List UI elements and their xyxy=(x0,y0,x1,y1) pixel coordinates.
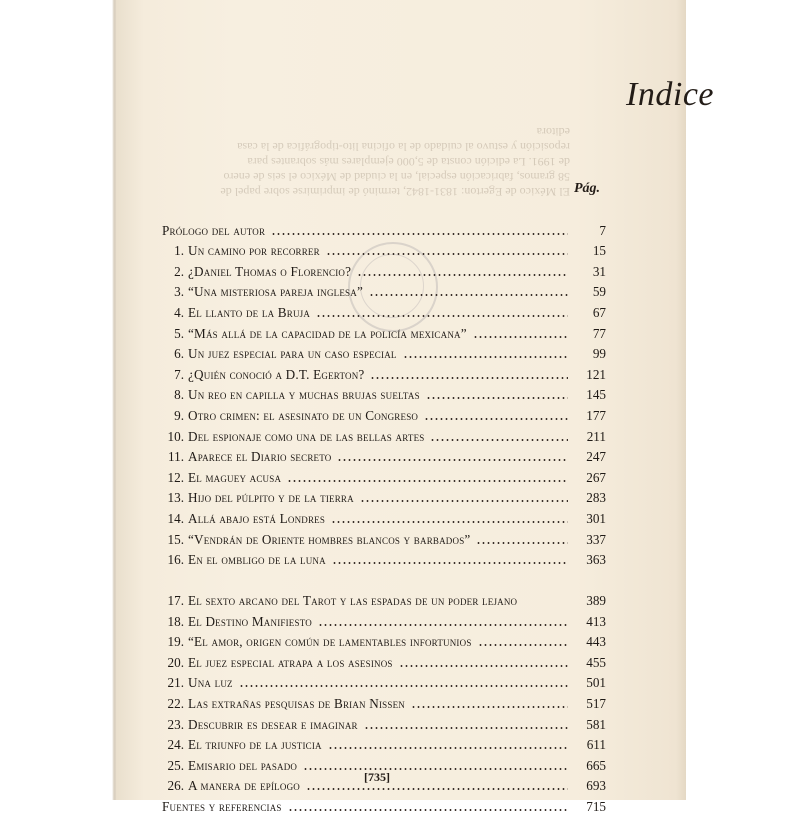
toc-entry-page: 301 xyxy=(586,510,606,526)
toc-entry-title: Aparece el Diario secreto xyxy=(188,449,332,465)
toc-entry-number: 17. xyxy=(167,593,184,609)
dot-leader xyxy=(360,500,568,502)
toc-entry-number: 15. xyxy=(167,531,184,547)
toc-entry-page: 267 xyxy=(586,469,606,485)
dot-leader xyxy=(369,294,568,296)
dot-leader xyxy=(326,253,568,255)
dot-leader xyxy=(430,439,568,441)
toc-entry xyxy=(162,671,606,692)
toc-entry xyxy=(162,548,606,569)
toc-entry-page: 67 xyxy=(592,304,606,320)
toc-entry-page: 413 xyxy=(586,613,606,629)
toc-entry-page: 455 xyxy=(586,654,606,670)
book-spine-shadow xyxy=(0,0,118,800)
toc-entry-page: 501 xyxy=(586,675,606,691)
toc-entry-title: El triunfo de la justicia xyxy=(188,737,322,753)
toc-entry xyxy=(162,712,606,733)
toc-entry xyxy=(162,280,606,301)
toc-entry-number: 18. xyxy=(167,613,184,629)
toc-entry-page: 177 xyxy=(586,407,606,423)
toc-entry xyxy=(162,259,606,280)
toc-entry xyxy=(162,486,606,507)
dot-leader xyxy=(287,480,568,482)
dot-leader xyxy=(426,397,568,399)
toc-entry-number: 16. xyxy=(167,552,184,568)
index-title: Indice xyxy=(626,76,714,113)
toc-entry-number: 7. xyxy=(174,366,184,382)
toc-entry-number: 8. xyxy=(174,387,184,403)
toc-entry-page: 443 xyxy=(586,634,606,650)
toc-entry-number: 26. xyxy=(167,778,184,794)
toc-entry-title: ¿Daniel Thomas o Florencio? xyxy=(188,263,352,279)
toc-entry-title: A manera de epílogo xyxy=(188,778,300,794)
dot-leader xyxy=(399,665,568,667)
toc-entry-page: 59 xyxy=(592,284,606,300)
toc-entry-title: Allá abajo está Londres xyxy=(188,510,326,526)
toc-entry-page: 611 xyxy=(586,737,606,753)
dot-leader xyxy=(476,542,568,544)
dot-leader xyxy=(473,336,568,338)
dot-leader xyxy=(318,624,568,626)
toc-entry xyxy=(162,445,606,466)
toc-entry xyxy=(162,218,606,239)
toc-entry-title: El sexto arcano del Tarot y las espadas de un poder lejano xyxy=(188,593,518,609)
dot-leader xyxy=(331,521,568,523)
toc-entry xyxy=(162,691,606,712)
toc-entry-title: Las extrañas pesquisas de Brian Nissen xyxy=(188,696,405,712)
toc-entry-number: 20. xyxy=(167,654,184,670)
toc-entry-number: 5. xyxy=(174,325,184,341)
toc-entry-number: 6. xyxy=(174,346,184,362)
page-column-header: Pág. xyxy=(574,181,601,196)
toc-entry-title: El juez especial atrapa a los asesinos xyxy=(188,654,393,670)
toc-entry-title: Un reo en capilla y muchas brujas sueltas xyxy=(188,387,420,403)
toc-entry-title: Un juez especial para un caso especial xyxy=(188,346,397,362)
toc-entry-number: 9. xyxy=(174,407,184,423)
dot-leader xyxy=(306,788,568,790)
toc-entry xyxy=(162,383,606,404)
dot-leader xyxy=(288,809,568,811)
toc-entry-number: 4. xyxy=(174,304,184,320)
toc-entry-title: El llanto de la Bruja xyxy=(188,304,311,320)
toc-entry xyxy=(162,321,606,342)
toc-entry-number: 14. xyxy=(167,510,184,526)
toc-entry-page: 247 xyxy=(586,449,606,465)
toc-entry-title: Prólogo del autor xyxy=(162,222,266,238)
dot-leader xyxy=(328,747,568,749)
toc-entry xyxy=(162,239,606,260)
toc-entry-title: Emisario del pasado xyxy=(188,757,298,773)
toc-entry xyxy=(162,403,606,424)
toc-entry-page: 121 xyxy=(586,366,606,382)
toc-entry-number: 1. xyxy=(174,243,184,259)
toc-entry-title: “Más allá de la capacidad de la policía mexicana” xyxy=(188,325,467,341)
toc-entry-title: Otro crimen: el asesinato de un Congreso xyxy=(188,407,419,423)
toc-entry xyxy=(162,609,606,630)
toc-entry-number: 21. xyxy=(167,675,184,691)
toc-entry xyxy=(162,794,606,815)
toc-entry-page: 77 xyxy=(592,325,606,341)
toc-entry-title: “El amor, origen común de lamentables infortunios xyxy=(188,634,472,650)
toc-entry xyxy=(162,362,606,383)
toc-entry-page: 715 xyxy=(586,799,606,815)
toc-entry-title: Fuentes y referencias xyxy=(162,799,282,815)
toc-entry-number: 25. xyxy=(167,757,184,773)
toc-entry xyxy=(162,630,606,651)
toc-entry xyxy=(162,568,606,609)
dot-leader xyxy=(271,233,568,235)
toc-entry xyxy=(162,342,606,363)
dot-leader xyxy=(403,356,568,358)
dot-leader xyxy=(239,685,568,687)
dot-leader xyxy=(357,274,568,276)
toc-entry-page: 337 xyxy=(586,531,606,547)
toc-entry xyxy=(162,300,606,321)
toc-entry-page: 693 xyxy=(586,778,606,794)
toc-entry-page: 7 xyxy=(599,222,606,238)
toc-entry xyxy=(162,506,606,527)
toc-entry-number: 24. xyxy=(167,737,184,753)
toc-entry-page: 665 xyxy=(586,757,606,773)
dot-leader xyxy=(370,377,568,379)
toc-entry-title: El Destino Manifiesto xyxy=(188,613,312,629)
toc-entry-page: 389 xyxy=(586,593,606,609)
toc-entry xyxy=(162,465,606,486)
toc-entry-number: 13. xyxy=(167,490,184,506)
toc-entry-number: 2. xyxy=(174,263,184,279)
toc-entry-title: Del espionaje como una de las bellas artes xyxy=(188,428,425,444)
toc-entry-title: “Una misteriosa pareja inglesa” xyxy=(188,284,364,300)
dot-leader xyxy=(478,644,568,646)
toc-entry-number: 10. xyxy=(167,428,184,444)
toc-entry xyxy=(162,733,606,754)
page-number: [735] xyxy=(364,770,390,784)
toc-entry-number: 3. xyxy=(174,284,184,300)
toc-entry-page: 31 xyxy=(592,263,606,279)
dot-leader xyxy=(424,418,568,420)
toc-entry-number: 22. xyxy=(167,696,184,712)
toc-entry-number: 23. xyxy=(167,716,184,732)
toc-entry-number: 19. xyxy=(167,634,184,650)
toc-entry xyxy=(162,650,606,671)
dot-leader xyxy=(411,706,568,708)
dot-leader xyxy=(337,459,568,461)
toc-entry-title: Una luz xyxy=(188,675,233,691)
bleed-through-text: El México de Egerton: 1831-1842, terminó de imprimirse sobre papel de 58 gramos, fabricación especial, en la ciudad de México el seis de enero de 1991. La edición consta de 5,000 ejemplares más sobrantes para reposición y estuvo al cuidado de la oficina lito-tipográfica de la casa editora xyxy=(220,125,570,199)
toc-entry-page: 283 xyxy=(586,490,606,506)
dot-leader xyxy=(303,768,568,770)
toc-entry-title: Un camino por recorrer xyxy=(188,243,320,259)
toc-entry-page: 517 xyxy=(586,696,606,712)
toc-entry-page: 211 xyxy=(586,428,606,444)
dot-leader xyxy=(364,727,568,729)
toc-entry-title: Descubrir es desear e imaginar xyxy=(188,716,358,732)
toc-entry-title: Hijo del púlpito y de la tierra xyxy=(188,490,354,506)
toc-entry-page: 145 xyxy=(586,387,606,403)
toc-entry xyxy=(162,424,606,445)
page-margin-right xyxy=(686,0,800,800)
toc-entry-number: 11. xyxy=(168,449,184,465)
toc-entry-page: 581 xyxy=(586,716,606,732)
toc-entry xyxy=(162,527,606,548)
toc-entry-title: El maguey acusa xyxy=(188,469,282,485)
toc-entry-number: 12. xyxy=(167,469,184,485)
toc-entry-page: 99 xyxy=(592,346,606,362)
toc-entry-page: 15 xyxy=(592,243,606,259)
toc-entry-page: 363 xyxy=(586,552,606,568)
table-of-contents xyxy=(162,218,606,815)
toc-entry-title: ¿Quién conoció a D.T. Egerton? xyxy=(188,366,365,382)
dot-leader xyxy=(316,315,568,317)
toc-entry-title: En el ombligo de la luna xyxy=(188,552,326,568)
dot-leader xyxy=(332,562,568,564)
toc-entry-title: “Vendrán de Oriente hombres blancos y barbados” xyxy=(188,531,471,547)
